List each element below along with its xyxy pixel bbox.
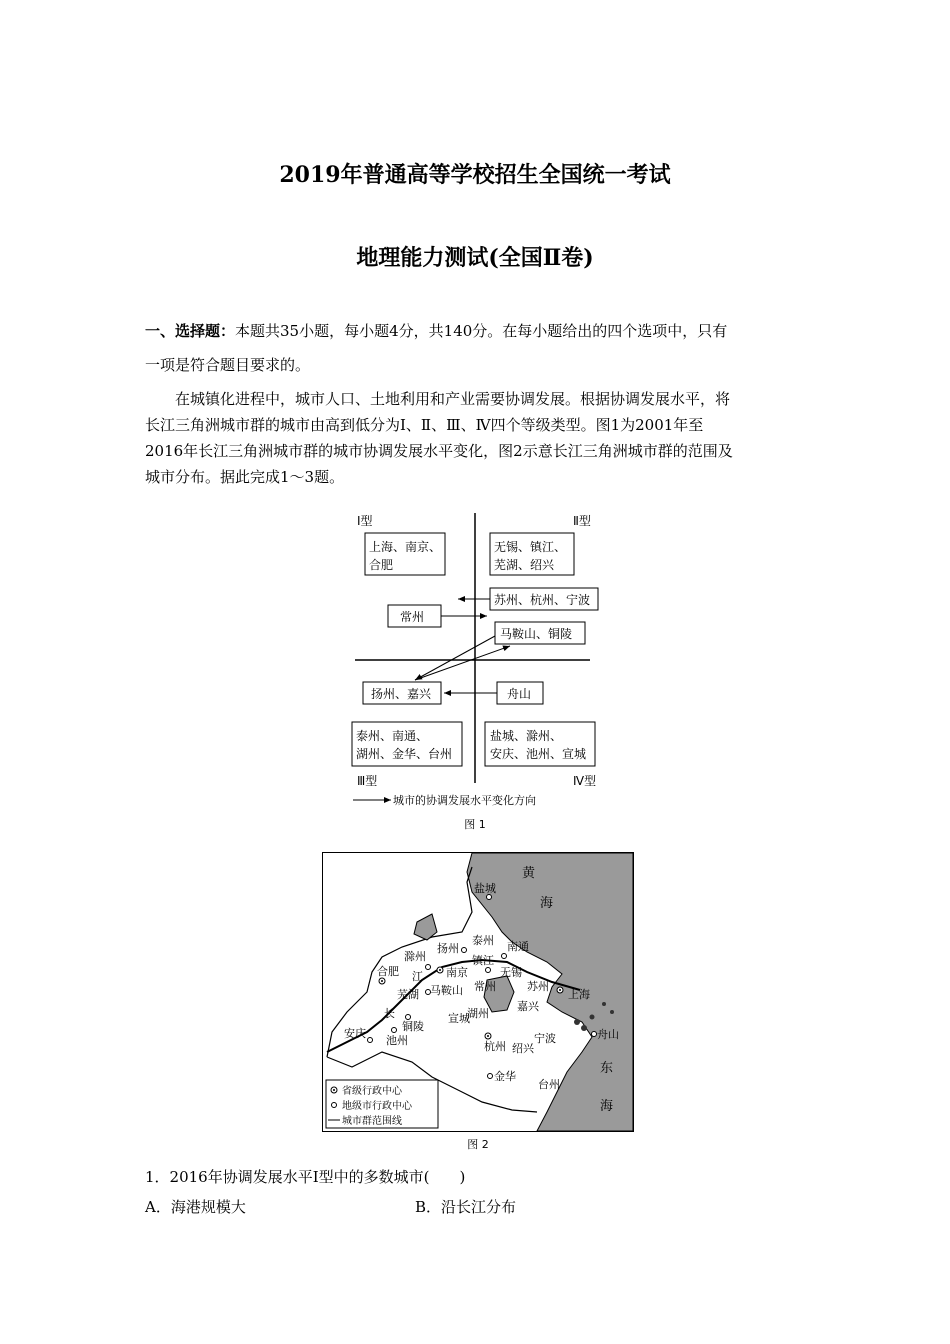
box-type2-line1: 无锡、镇江、 — [494, 540, 567, 554]
city-zhenjiang: 镇江 — [472, 954, 494, 967]
question-1-stem: 1．2016年协调发展水平Ⅰ型中的多数城市( ) — [145, 1168, 466, 1186]
intro-passage — [145, 386, 807, 490]
section-text-1: 本题共35小题，每小题4分，共140分。在每小题给出的四个选项中，只有 — [235, 322, 728, 340]
box-type2-line2: 芜湖、绍兴 — [494, 558, 555, 572]
legend-prefecture: 地级市行政中心 — [342, 1101, 412, 1112]
city-nanjing: 南京 — [446, 966, 468, 979]
city-chang: 长 — [384, 1007, 395, 1020]
legend-text: 城市的协调发展水平变化方向 — [393, 794, 536, 807]
box-type4-line2: 安庆、池州、宣城 — [490, 747, 587, 761]
city-xuancheng: 宣城 — [448, 1012, 470, 1025]
figure-1-caption: 图 1 — [464, 818, 486, 831]
arrow-to-maanshan — [415, 646, 510, 680]
intro-line: 长江三角洲城市群的城市由高到低分为Ⅰ、Ⅱ、Ⅲ、Ⅳ四个等级类型。图1为2001年至 — [145, 416, 704, 434]
box-type1-line2: 合肥 — [369, 558, 394, 572]
city-chuzhou: 滁州 — [404, 950, 426, 963]
city-ningbo: 宁波 — [534, 1032, 556, 1045]
question-1-option-b: B．沿长江分布 — [415, 1198, 517, 1216]
city-nantong: 南通 — [507, 940, 529, 953]
legend-prefecture-icon — [332, 1103, 337, 1108]
sea-label-hai1: 海 — [540, 896, 554, 911]
box-changzhou-text: 常州 — [400, 610, 425, 624]
city-zhoushan: 舟山 — [597, 1028, 619, 1041]
section-text-2: 一项是符合题目要求的。 — [145, 356, 311, 374]
section-label: 一、选择题： — [145, 322, 236, 340]
type-4-label: Ⅳ型 — [573, 774, 597, 788]
question-1-option-a: A．海港规模大 — [145, 1198, 246, 1216]
city-anqing: 安庆 — [344, 1027, 366, 1040]
box-type1-line1: 上海、南京、 — [369, 540, 442, 554]
city-jiang: 江 — [412, 970, 423, 983]
box-suzhou-text: 苏州、杭州、宁波 — [494, 593, 591, 607]
box-type3-line2: 湖州、金华、台州 — [356, 747, 453, 761]
type-1-label: Ⅰ型 — [357, 514, 373, 528]
city-wuxi: 无锡 — [500, 966, 522, 979]
exam-subtitle: 地理能力测试(全国Ⅱ卷) — [356, 245, 594, 271]
figure-2 — [322, 852, 634, 1136]
island — [590, 1015, 595, 1020]
type-3-label: Ⅲ型 — [357, 774, 378, 788]
city-maanshan: 马鞍山 — [430, 984, 463, 997]
exam-title: 2019年普通高等学校招生全国统一考试 — [279, 162, 671, 188]
figure-2-caption: 图 2 — [467, 1138, 489, 1151]
city-jiaxing: 嘉兴 — [517, 1000, 539, 1013]
sea-label-dong: 东 — [600, 1061, 614, 1076]
intro-line: 2016年长江三角洲城市群的城市协调发展水平变化，图2示意长江三角洲城市群的范围及 — [145, 442, 733, 460]
city-wuhu: 芜湖 — [397, 988, 419, 1001]
city-taizhou-zj: 台州 — [538, 1078, 560, 1091]
island — [581, 1025, 587, 1031]
city-chizhou: 池州 — [386, 1034, 408, 1047]
city-suzhou: 苏州 — [527, 980, 549, 993]
city-yangzhou: 扬州 — [437, 942, 459, 955]
figure-1-diagram — [345, 508, 605, 808]
box-type4-line1: 盐城、滁州、 — [490, 729, 563, 743]
box-yangzhou-text: 扬州、嘉兴 — [371, 687, 432, 701]
city-hefei: 合肥 — [377, 965, 399, 978]
city-tongling: 铜陵 — [402, 1020, 424, 1033]
city-shanghai: 上海 — [568, 988, 590, 1001]
city-yancheng: 盐城 — [474, 882, 496, 895]
legend-provincial: 省级行政中心 — [342, 1086, 402, 1097]
island — [610, 1010, 614, 1014]
section-instructions — [145, 318, 807, 378]
city-huzhou: 湖州 — [467, 1007, 489, 1020]
arrow-maanshan — [415, 636, 495, 680]
island — [602, 1002, 606, 1006]
legend-boundary: 城市群范围线 — [342, 1116, 402, 1127]
figure-2-map — [322, 852, 634, 1132]
island — [574, 1019, 580, 1025]
city-hangzhou: 杭州 — [484, 1040, 506, 1053]
city-jinhua: 金华 — [494, 1070, 516, 1083]
sea-label-huang: 黄 — [522, 866, 536, 881]
figure-1 — [345, 508, 605, 812]
box-maanshan-text: 马鞍山、铜陵 — [500, 627, 573, 641]
box-zhoushan-text: 舟山 — [507, 687, 532, 701]
city-taizhou-js: 泰州 — [472, 934, 494, 947]
city-changzhou: 常州 — [474, 980, 496, 993]
sea-label-hai2: 海 — [600, 1099, 614, 1114]
intro-line: 在城镇化进程中，城市人口、土地利用和产业需要协调发展。根据协调发展水平，将 — [175, 390, 731, 408]
intro-line: 城市分布。据此完成1～3题。 — [145, 468, 345, 486]
city-shaoxing: 绍兴 — [512, 1042, 534, 1055]
box-type3-line1: 泰州、南通、 — [356, 729, 429, 743]
type-2-label: Ⅱ型 — [573, 514, 591, 528]
